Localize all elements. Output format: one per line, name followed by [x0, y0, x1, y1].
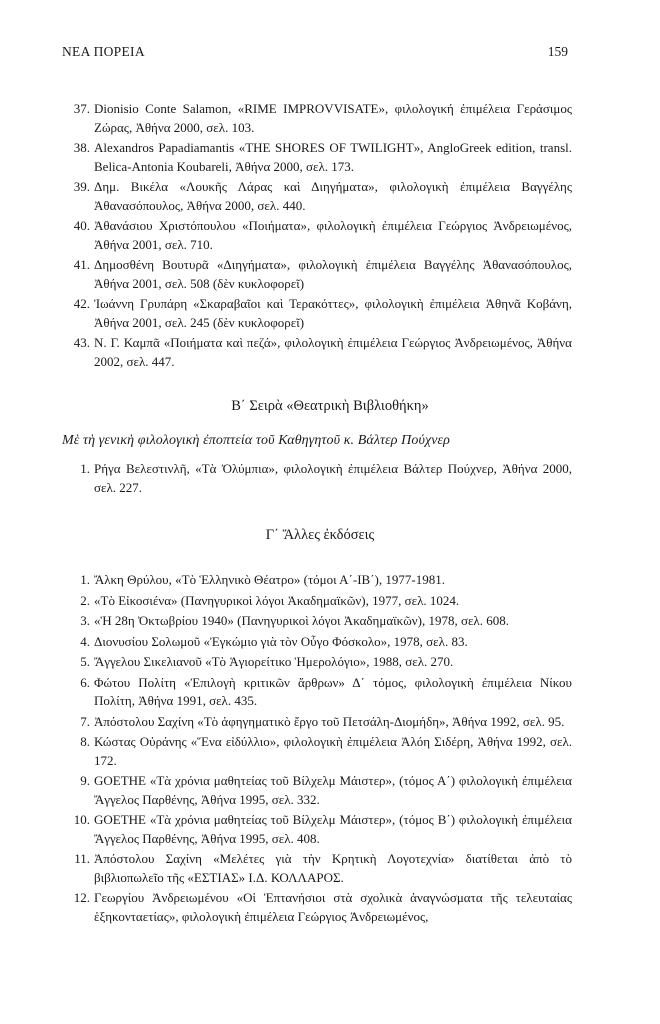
- item-text: Δημ. Βικέλα «Λουκῆς Λάρας καὶ Διηγήματα», φιλολογικὴ ἐπιμέλεια Βαγγέλης Ἀθανασόπουλος, Ἀθήνα 2000, σελ. 440.: [94, 179, 572, 213]
- list-item: [72, 178, 572, 215]
- list-item: [72, 139, 572, 176]
- item-text: Ἰωάννη Γρυπάρη «Σκαραβαῖοι καὶ Τερακόττες», φιλολογικὴ ἐπιμέλεια Ἀθηνᾶ Κοβάνη, Ἀθήνα 2001, σελ. 245 (δὲν κυκλοφορεῖ): [94, 296, 572, 330]
- item-number: 37.: [73, 101, 90, 116]
- publication-list-c: [72, 571, 572, 928]
- list-item: [72, 100, 572, 137]
- item-text: Alexandros Papadiamantis «THE SHORES OF TWILIGHT», AngloGreek edition, transl. Belica-Antonia Koubareli, Ἀθήνα 2000, σελ. 173.: [94, 140, 572, 174]
- item-text: Ρήγα Βελεστινλῆ, «Τὰ Ὀλύμπια», φιλολογικὴ ἐπιμέλεια Βάλτερ Πούχνερ, Ἀθήνα 2000, σελ. 227.: [94, 461, 572, 495]
- item-number: 38.: [73, 140, 90, 155]
- item-text: Ἀπόστολου Σαχίνη «Μελέτες γιὰ τὴν Κρητικὴ Λογοτεχνία» διατίθεται ἀπὸ τὸ βιβλιοπωλεῖο τῆς «ΕΣΤΙΑΣ» Ι.Δ. ΚΟΛΛΑΡΟΣ.: [94, 851, 572, 885]
- item-text: Γεωργίου Ἀνδρειωμένου «Οἱ Ἑπτανήσιοι στὰ σχολικὰ ἀναγνώσματα τῆς τελευταίας ἑξηκονταετίας», φιλολογικὴ ἐπιμέλεια Γεώργιος Ἀνδρειωμένος,: [94, 890, 572, 924]
- item-number: 42.: [73, 296, 90, 311]
- list-item: [72, 653, 572, 672]
- list-item: [72, 334, 572, 371]
- list-item: [72, 612, 572, 631]
- item-number: 11.: [74, 851, 90, 866]
- item-number: 8.: [80, 734, 90, 749]
- list-item: [72, 850, 572, 887]
- item-text: «Ἡ 28η Ὀκτωβρίου 1940» (Πανηγυρικοὶ λόγοι Ἀκαδημαϊκῶν), 1978, σελ. 608.: [94, 613, 509, 628]
- item-text: Dionisio Conte Salamon, «RIME IMPROVVISATE», φιλολογική ἐπιμέλεια Γεράσιμος Ζώρας, Ἀθήνα 2000, σελ. 103.: [94, 101, 572, 135]
- item-text: GOETHE «Τὰ χρόνια μαθητείας τοῦ Βίλχελμ Μάιστερ», (τόμος Α΄) φιλολογικὴ ἐπιμέλεια Ἄγγελος Παρθένης, Ἀθήνα 1995, σελ. 332.: [94, 773, 572, 807]
- list-item: [72, 295, 572, 332]
- item-text: Κώστας Οὐράνης «Ἕνα εἰδύλλιο», φιλολογικὴ ἐπιμέλεια Ἀλόη Σιδέρη, Ἀθήνα 1992, σελ. 172.: [94, 734, 572, 768]
- item-text: Ἀθανάσιου Χριστόπουλου «Ποιήματα», φιλολογικὴ ἐπιμέλεια Γεώργιος Ἀνδρειωμένος, Ἀθήνα 2001, σελ. 710.: [94, 218, 572, 252]
- list-item: [72, 217, 572, 254]
- list-item: [72, 460, 572, 497]
- publication-list-a: [72, 100, 572, 373]
- list-item: [72, 772, 572, 809]
- list-item: [72, 733, 572, 770]
- item-number: 3.: [80, 613, 90, 628]
- running-header: [62, 44, 568, 64]
- item-number: 5.: [80, 654, 90, 669]
- item-text: Ἀπόστολου Σαχίνη «Τὸ ἀφηγηματικὸ ἔργο τοῦ Πετσάλη-Διομήδη», Ἀθήνα 1992, σελ. 95.: [94, 713, 565, 729]
- item-number: 6.: [80, 674, 90, 690]
- item-number: 43.: [73, 335, 90, 350]
- list-item: [72, 811, 572, 848]
- section-subtitle-supervision: Μὲ τὴ γενικὴ φιλολογικὴ ἐποπτεία τοῦ Καθηγητοῦ κ. Βάλτερ Πούχνερ: [62, 433, 450, 448]
- item-text: Φώτου Πολίτη «Ἐπιλογὴ κριτικῶν ἄρθρων» Δ΄ τόμος, φιλολογικὴ ἐπιμέλεια Νίκου Πολίτη, Ἀθήνα 1991, σελ. 435.: [94, 674, 572, 708]
- item-text: GOETHE «Τὰ χρόνια μαθητείας τοῦ Βίλχελμ Μάιστερ», (τόμος Β΄) φιλολογικὴ ἐπιμέλεια Ἄγγελος Παρθένης, Ἀθήνα 1995, σελ. 408.: [94, 812, 572, 846]
- publication-list-b: [72, 460, 572, 499]
- item-number: 10.: [73, 812, 90, 827]
- item-number: 1.: [80, 572, 90, 587]
- item-text: Ν. Γ. Καμπᾶ «Ποιήματα καὶ πεζά», φιλολογικὴ ἐπιμέλεια Γεώργιος Ἀνδρειωμένος, Ἀθήνα 2002, σελ. 447.: [94, 335, 572, 369]
- item-text: «Τὸ Εἰκοσιένα» (Πανηγυρικοὶ λόγοι Ἀκαδημαϊκῶν), 1977, σελ. 1024.: [94, 592, 460, 608]
- item-number: 1.: [80, 461, 90, 476]
- item-number: 9.: [80, 773, 90, 788]
- list-item: [72, 889, 572, 926]
- list-item: [72, 256, 572, 293]
- list-item: [72, 592, 572, 611]
- item-number: 41.: [73, 257, 90, 272]
- item-text: Ἄγγελου Σικελιανοῦ «Τὸ Ἁγιορείτικο Ἡμερολόγιο», 1988, σελ. 270.: [94, 654, 454, 669]
- item-text: Ἄλκη Θρύλου, «Τὸ Ἑλληνικὸ Θέατρο» (τόμοι Α΄-ΙΒ΄), 1977-1981.: [94, 572, 445, 587]
- item-number: 12.: [73, 890, 90, 905]
- list-item: [72, 633, 572, 652]
- item-number: 40.: [73, 218, 90, 233]
- item-number: 4.: [80, 633, 90, 649]
- section-title-other-editions: Γ΄ Ἄλλες ἐκδόσεις: [265, 527, 375, 543]
- list-item: [72, 571, 572, 590]
- journal-title: ΝΕΑ ΠΟΡΕΙΑ: [62, 44, 145, 59]
- item-text: Διονυσίου Σολωμοῦ «Ἐγκώμιο γιὰ τὸν Οὖγο Φόσκολο», 1978, σελ. 83.: [94, 633, 468, 649]
- item-number: 2.: [80, 592, 90, 608]
- item-number: 7.: [80, 713, 90, 729]
- section-title-theatre-library: Β΄ Σειρὰ «Θεατρικὴ Βιβλιοθήκη»: [231, 398, 429, 414]
- item-text: Δημοσθένη Βουτυρᾶ «Διηγήματα», φιλολογικὴ ἐπιμέλεια Βαγγέλης Ἀθανασόπουλος, Ἀθήνα 2001, σελ. 508 (δὲν κυκλοφορεῖ): [94, 257, 572, 291]
- page-number: 159: [547, 44, 568, 59]
- item-number: 39.: [73, 179, 90, 194]
- list-item: [72, 713, 572, 732]
- list-item: [72, 674, 572, 711]
